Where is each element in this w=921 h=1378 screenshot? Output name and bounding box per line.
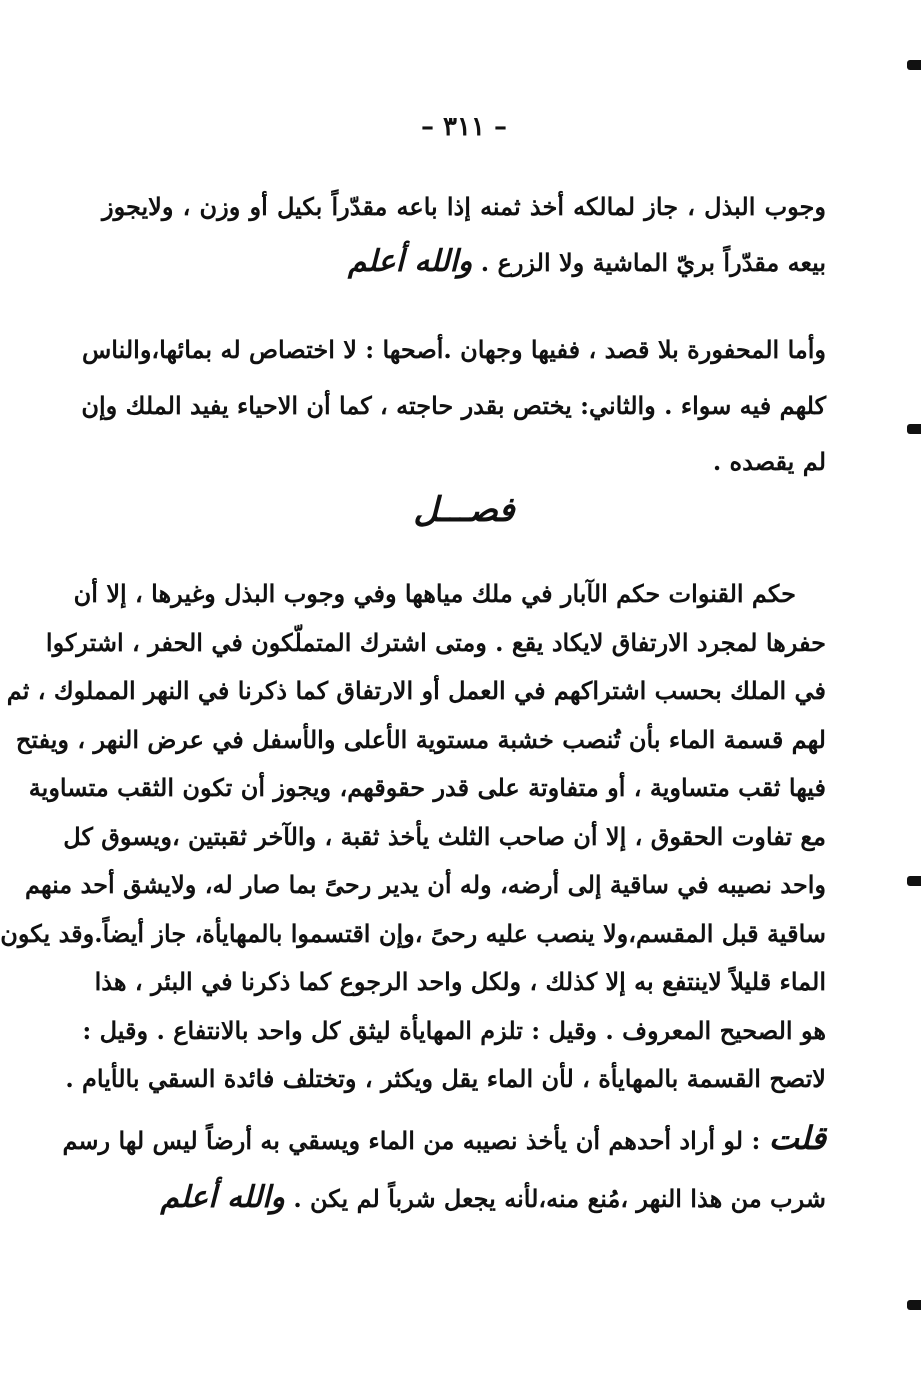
text-line: ساقية قبل المقسم،ولا ينصب عليه رحىً ،وإن اقتسموا بالمهايأة، جاز أيضاً.وقد يكون: [0, 918, 826, 948]
text-line: وجوب البذل ، جاز لمالكه أخذ ثمنه إذا باعه مقدّراً بكيل أو وزن ، ولايجوز: [102, 192, 826, 221]
scan-edge-mark: [907, 424, 921, 434]
text-line: حكم القنوات حكم الآبار في ملك مياهها وفي وجوب البذل وغيرها ، إلا أن: [73, 579, 796, 608]
text-line: واحد نصيبه في ساقية إلى أرضه، وله أن يدير رحىً بما صار له، ولايشق أحد منهم: [25, 870, 826, 899]
scan-edge-mark: [907, 60, 921, 70]
text-line: [62, 1108, 826, 1168]
qult-label: قلت: [768, 1119, 826, 1157]
text-line: فيها ثقب متساوية ، أو متفاوتة على قدر حقوقهم، ويجوز أن تكون الثقب متساوية: [28, 773, 826, 802]
text-line: مع تفاوت الحقوق ، إلا أن صاحب الثلث يأخذ ثقبة ، والآخر ثقبتين ،ويسوق كل: [63, 821, 826, 851]
text-line: الماء قليلاً لاينتفع به إلا كذلك ، ولكل واحد الرجوع كما ذكرنا في البئر ، هذا: [94, 967, 826, 996]
paragraph-4: [62, 1108, 826, 1228]
text-line: حفرها لمجرد الارتفاق لايكاد يقع . ومتى اشترك المتملّكون في الحفر ، اشتركوا: [45, 627, 826, 657]
paragraph-3: [0, 570, 826, 1104]
text-line: لاتصح القسمة بالمهايأة ، لأن الماء يقل ويكثر ، وتختلف فائدة السقي بالأيام .: [65, 1064, 826, 1093]
text-line-content: : لو أراد أحدهم أن يأخذ نصيبه من الماء ويسقي به أرضاً ليس لها رسم: [62, 1126, 761, 1155]
text-line-content: بيعه مقدّراً بريّ الماشية ولا الزرع .: [480, 248, 826, 277]
closing-formula: والله أعلم: [160, 1180, 285, 1215]
section-heading: فصـــل: [413, 490, 515, 530]
text-line: [102, 232, 826, 292]
text-line-content: شرب من هذا النهر ،مُنع منه،لأنه يجعل شرباً لم يكن .: [293, 1184, 826, 1213]
paragraph-2: [81, 322, 826, 490]
text-line: في الملك بحسب اشتراكهم في العمل أو الارتفاق كما ذكرنا في النهر المملوك ، ثم: [6, 676, 826, 705]
text-line: لم يقصده .: [712, 447, 826, 476]
text-line: وأما المحفورة بلا قصد ، ففيها وجهان .أصحها : لا اختصاص له بمائها،والناس: [82, 335, 826, 364]
text-line: كلهم فيه سواء . والثاني: يختص بقدر حاجته ، كما أن الاحياء يفيد الملك وإن: [81, 391, 826, 420]
text-line: لهم قسمة الماء بأن تُنصب خشبة مستوية الأعلى والأسفل في عرض النهر ، ويفتح: [15, 724, 826, 754]
page-number: – ٣١١ –: [420, 112, 508, 142]
paragraph-1: [102, 182, 826, 292]
scan-edge-mark: [907, 876, 921, 886]
text-line: [102, 1168, 826, 1228]
closing-formula: والله أعلم: [347, 244, 473, 279]
text-line: هو الصحيح المعروف . وقيل : تلزم المهايأة ليثق كل واحد بالانتفاع . وقيل :: [82, 1015, 826, 1045]
scan-edge-mark: [907, 1300, 921, 1310]
